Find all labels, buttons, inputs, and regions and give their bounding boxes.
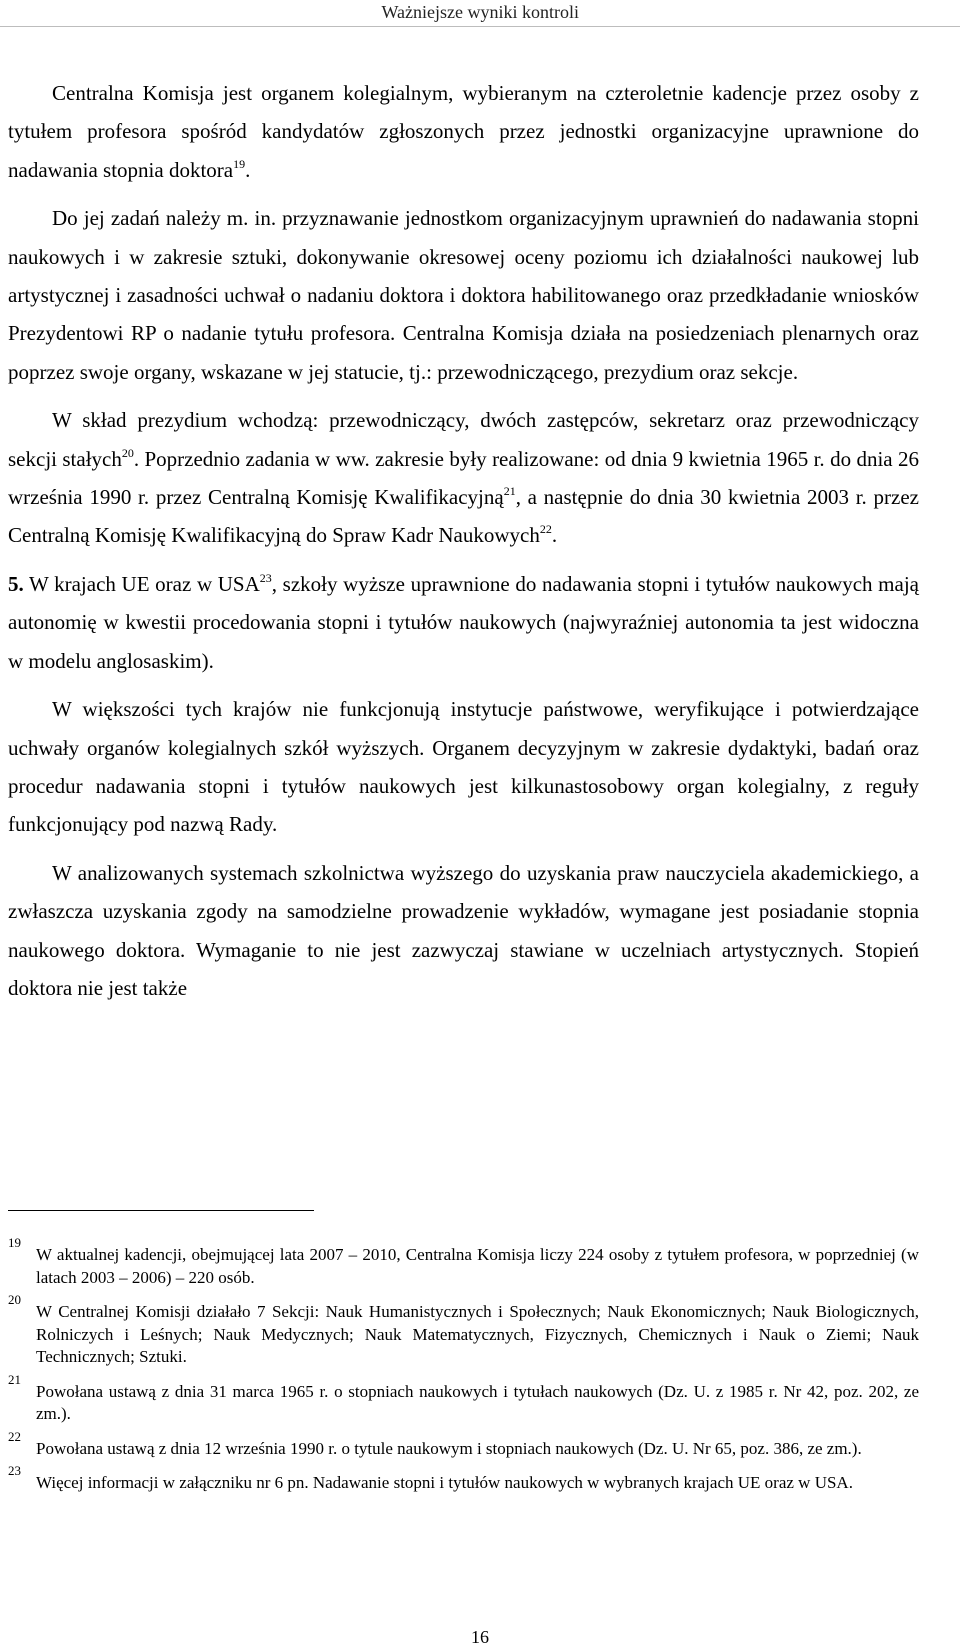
paragraph-6: W analizowanych systemach szkolnictwa wyższego do uzyskania praw nauczyciela akademickiego, a zwłaszcza uzyskania zgody na samodzielne prowadzenie wykładów, wymagane jest posiadanie stopnia naukowego doktora. Wymaganie to nie jest zazwyczaj stawiane w uczelniach artystycznych. Stopień doktora nie jest także (8, 860, 919, 1000)
footnote-23 (8, 1463, 919, 1495)
paragraph-3 (8, 401, 919, 555)
footnote-text: Powołana ustawą z dnia 12 września 1990 r. o tytule naukowym i stopniach naukowych (Dz. U. Nr 65, poz. 386, ze zm.). (36, 1438, 862, 1458)
body-text (8, 74, 919, 1017)
footnote-20 (8, 1292, 919, 1369)
header-rule (0, 26, 960, 27)
footnote-separator (8, 1210, 314, 1211)
paragraph-4-part-1: W krajach UE oraz w USA (23, 571, 260, 596)
footnote-ref-21[interactable]: 21 (503, 484, 516, 499)
footnote-19 (8, 1235, 919, 1289)
page-number: 16 (471, 1627, 489, 1647)
footnote-number: 23 (8, 1463, 21, 1478)
footnote-text: Więcej informacji w załączniku nr 6 pn. Nadawanie stopni i tytułów naukowych w wybranych krajach UE oraz w USA. (36, 1473, 853, 1492)
paragraph-4-part-2: , szkoły wyższe uprawnione do nadawania stopni i tytułów naukowych mają autonomię w kwestii procedowania stopni i tytułów naukowych (najwyraźniej autonomia ta jest widoczna w modelu anglosaskim). (8, 571, 919, 673)
footnote-ref-19[interactable]: 19 (233, 156, 246, 171)
section-number: 5. (8, 571, 24, 596)
paragraph-3-part-2: . Poprzednio zadania w ww. zakresie były realizowane: od dnia 9 kwietnia 1965 r. do dnia 26 września 1990 r. przez Centralną Komisję Kwalifikacyjną (8, 446, 919, 510)
footnote-number: 19 (8, 1235, 21, 1250)
paragraph-4 (8, 565, 919, 680)
footnote-text: Powołana ustawą z dnia 31 marca 1965 r. o stopniach naukowych i tytułach naukowych (Dz. U. z 1985 r. Nr 42, poz. 202, ze zm.). (36, 1381, 919, 1423)
paragraph-1 (8, 74, 919, 189)
paragraph-3-part-1: W skład prezydium wchodzą: przewodniczący, dwóch zastępców, sekretarz oraz przewodniczący sekcji stałych (8, 408, 919, 471)
footnote-number: 22 (8, 1428, 21, 1444)
footnote-text: W Centralnej Komisji działało 7 Sekcji: Nauk Humanistycznych i Społecznych; Nauk Ekonomicznych; Nauk Biologicznych, Rolniczych i Leśnych; Nauk Medycznych; Nauk Matematycznych, Fizycznych, Chemicznych i Nauk o Ziemi; Nauk Technicznych; Sztuki. (36, 1302, 919, 1366)
footnotes (8, 1235, 919, 1507)
paragraph-3-part-4: . (551, 523, 558, 548)
paragraph-3-part-3: , a następnie do dnia 30 kwietnia 2003 r. przez Centralną Komisję Kwalifikacyjną do Spraw Kadr Naukowych (8, 485, 919, 548)
footnote-text: W aktualnej kadencji, obejmującej lata 2007 – 2010, Centralna Komisja liczy 224 osoby z tytułem profesora, w poprzedniej (w latach 2003 – 2006) – 220 osób. (36, 1245, 919, 1287)
running-header: Ważniejsze wyniki kontroli (381, 2, 579, 22)
footnote-ref-23[interactable]: 23 (259, 570, 272, 585)
footnote-number: 20 (8, 1292, 21, 1307)
paragraph-5: W większości tych krajów nie funkcjonują instytucje państwowe, weryfikujące i potwierdzające uchwały organów kolegialnych szkół wyższych. Organem decyzyjnym w zakresie dydaktyki, badań oraz procedur nadawania stopni i tytułów naukowych jest kilkunastosobowy organ kolegialny, z reguły funkcjonujący pod nazwą Rady. (8, 697, 919, 837)
footnote-21 (8, 1371, 919, 1426)
footnote-number: 21 (8, 1371, 21, 1387)
paragraph-2: Do jej zadań należy m. in. przyznawanie jednostkom organizacyjnym uprawnień do nadawania stopni naukowych i w zakresie sztuki, dokonywanie okresowej oceny poziomu ich działalności naukowej lub artystycznej i zasadności uchwał o nadaniu doktora i doktora habilitowanego oraz przedkładanie wniosków Prezydentowi RP o nadanie tytułu profesora. Centralna Komisja działa na posiedzeniach plenarnych oraz poprzez swoje organy, wskazane w jej statucie, tj.: przewodniczącego, prezydium oraz sekcje. (8, 206, 919, 384)
footnote-22 (8, 1428, 919, 1461)
footnote-ref-20[interactable]: 20 (121, 445, 134, 460)
footnote-ref-22[interactable]: 22 (539, 522, 552, 537)
paragraph-1-tail: . (245, 157, 251, 182)
paragraph-1-text: Centralna Komisja jest organem kolegialnym, wybieranym na czteroletnie kadencje przez osoby z tytułem profesora spośród kandydatów zgłoszonych przez jednostki organizacyjne uprawnione do nadawania stopnia doktora (8, 81, 919, 182)
